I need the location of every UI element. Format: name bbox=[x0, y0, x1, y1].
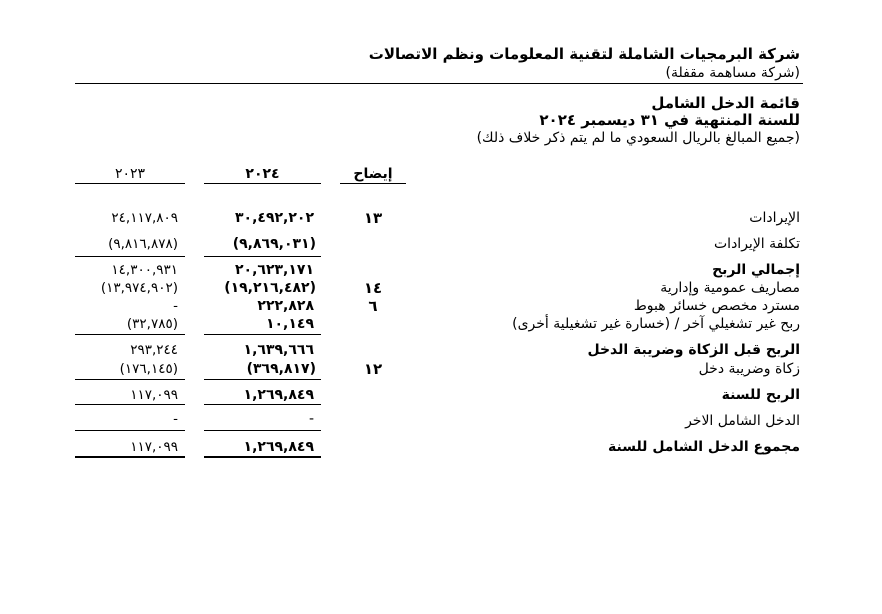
admin-expenses-label: مصاريف عمومية وإدارية bbox=[660, 280, 800, 296]
admin-expenses-2024: (١٩,٢١٦,٤٨٢) bbox=[224, 280, 316, 296]
total-double-underline-2024 bbox=[204, 456, 321, 458]
zakat-tax-2023: (١٧٦,١٤٥) bbox=[119, 361, 178, 377]
zakat-tax-note: ١٢ bbox=[363, 360, 383, 378]
impairment-reversal-note: ٦ bbox=[368, 297, 378, 315]
profit-for-year-2023: ١١٧,٠٩٩ bbox=[130, 387, 178, 403]
note-column-header: إيضاح bbox=[353, 166, 393, 182]
impairment-reversal-label: مسترد مخصص خسائر هبوط bbox=[633, 298, 800, 314]
cost-of-revenue-label: تكلفة الإيرادات bbox=[714, 236, 800, 252]
revenue-2023: ٢٤,١١٧,٨٠٩ bbox=[111, 210, 178, 226]
oci-2023: - bbox=[173, 411, 178, 427]
total-double-underline-2023 bbox=[75, 456, 185, 458]
total-comprehensive-2024: ١,٢٦٩,٨٤٩ bbox=[243, 439, 314, 455]
cost-of-revenue-2023: (٩,٨١٦,٨٧٨) bbox=[108, 236, 178, 252]
oci-2024: - bbox=[308, 411, 314, 427]
zakat-tax-label: زكاة وضريبة دخل bbox=[698, 361, 800, 377]
oci-underline-2023 bbox=[75, 430, 185, 431]
other-income-label: ربح غير تشغيلي آخر / (خسارة غير تشغيلية أخرى) bbox=[512, 316, 800, 332]
zakat-underline-2023 bbox=[75, 379, 185, 380]
revenue-label: الإيرادات bbox=[749, 210, 800, 226]
zakat-underline-2024 bbox=[204, 379, 321, 380]
company-type: (شركة مساهمة مقفلة) bbox=[665, 65, 800, 81]
cost-of-revenue-2024: (٩,٨٦٩,٠٣١) bbox=[232, 236, 316, 252]
admin-expenses-2023: (١٣,٩٧٤,٩٠٢) bbox=[100, 280, 178, 296]
oci-underline-2024 bbox=[204, 430, 321, 431]
pretax-profit-2024: ١,٦٣٩,٦٦٦ bbox=[243, 342, 314, 358]
oci-label: الدخل الشامل الاخر bbox=[685, 413, 800, 429]
impairment-reversal-2024: ٢٢٢,٨٢٨ bbox=[257, 298, 314, 314]
zakat-tax-2024: (٣٦٩,٨١٧) bbox=[246, 361, 316, 377]
revenue-2024: ٣٠,٤٩٢,٢٠٢ bbox=[235, 210, 314, 226]
other-income-2023: (٣٢,٧٨٥) bbox=[126, 316, 178, 332]
header-divider bbox=[75, 83, 803, 84]
pretax-profit-label: الربح قبل الزكاة وضريبة الدخل bbox=[587, 342, 800, 358]
current-year-header: ٢٠٢٤ bbox=[245, 166, 280, 182]
profit-underline-2023 bbox=[75, 404, 185, 405]
impairment-reversal-2023: - bbox=[173, 298, 178, 314]
profit-for-year-label: الربح للسنة bbox=[721, 387, 800, 403]
note-header-underline bbox=[340, 183, 406, 184]
revenue-note: ١٣ bbox=[363, 209, 383, 227]
statement-title: قائمة الدخل الشامل bbox=[651, 94, 800, 112]
gross-profit-label: إجمالي الربح bbox=[712, 262, 800, 278]
pretax-profit-2023: ٢٩٣,٢٤٤ bbox=[130, 342, 178, 358]
prior-year-header: ٢٠٢٣ bbox=[114, 166, 146, 182]
profit-underline-2024 bbox=[204, 404, 321, 405]
gross-profit-2024: ٢٠,٦٢٣,١٧١ bbox=[235, 262, 314, 278]
profit-for-year-2024: ١,٢٦٩,٨٤٩ bbox=[243, 387, 314, 403]
other-underline-2024 bbox=[204, 334, 321, 335]
admin-expenses-note: ١٤ bbox=[363, 279, 383, 297]
other-income-2024: ١٠,١٤٩ bbox=[265, 316, 314, 332]
cost-underline-2024 bbox=[204, 256, 321, 257]
currency-note: (جميع المبالغ بالريال السعودي ما لم يتم ذكر خلاف ذلك) bbox=[476, 130, 800, 146]
period-title: للسنة المنتهية في ٣١ ديسمبر ٢٠٢٤ bbox=[539, 111, 800, 129]
prior-year-underline bbox=[75, 183, 185, 184]
company-name: شركة البرمجيات الشاملة لتقنية المعلومات ونظم الاتصالات bbox=[368, 45, 800, 63]
other-underline-2023 bbox=[75, 334, 185, 335]
gross-profit-2023: ١٤,٣٠٠,٩٣١ bbox=[111, 262, 178, 278]
cost-underline-2023 bbox=[75, 256, 185, 257]
total-comprehensive-2023: ١١٧,٠٩٩ bbox=[130, 439, 178, 455]
total-comprehensive-label: مجموع الدخل الشامل للسنة bbox=[608, 439, 800, 455]
current-year-underline bbox=[204, 183, 321, 184]
